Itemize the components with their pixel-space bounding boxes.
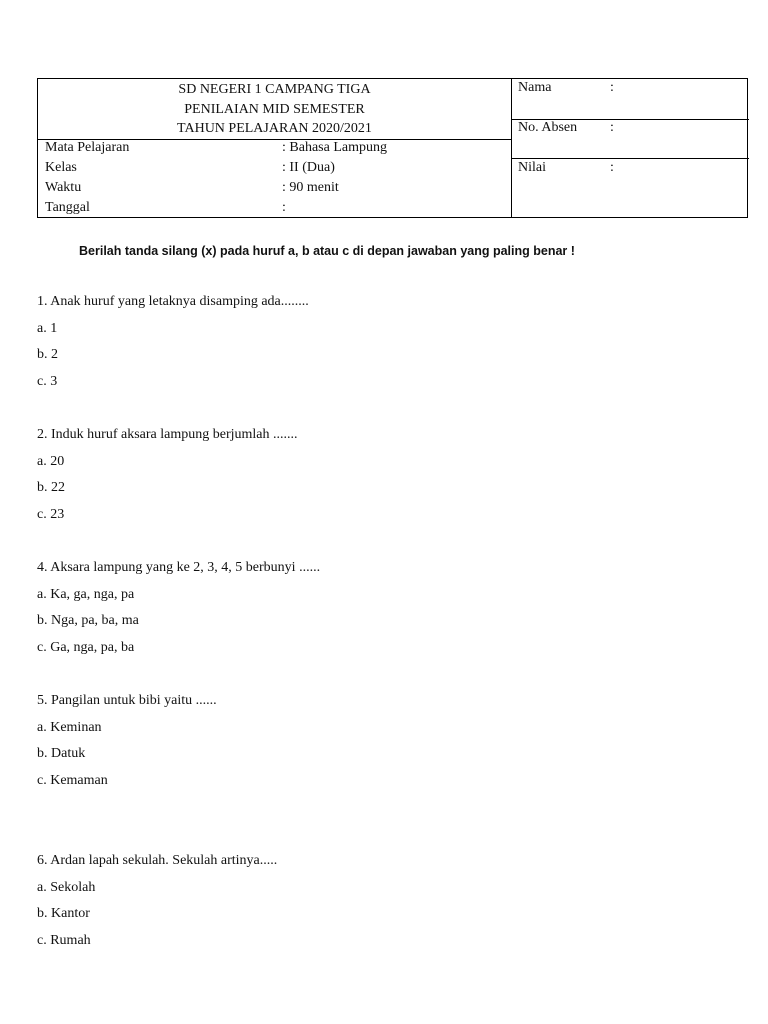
field-label: Nama: [518, 80, 552, 95]
question-4: [37, 558, 737, 664]
field-colon: :: [610, 120, 614, 135]
info-value: :: [282, 200, 286, 215]
question-6: [37, 851, 737, 957]
option-c[interactable]: c. Ga, nga, pa, ba: [37, 639, 135, 655]
option-a[interactable]: a. Sekolah: [37, 879, 96, 895]
option-c[interactable]: c. Kemaman: [37, 772, 108, 788]
option-c[interactable]: c. 23: [37, 506, 65, 522]
option-b[interactable]: b. Datuk: [37, 746, 86, 761]
info-value: : Bahasa Lampung: [282, 140, 387, 155]
field-colon: :: [610, 80, 614, 95]
option-a[interactable]: a. Keminan: [37, 719, 102, 735]
question-5: [37, 691, 737, 797]
question-text: 5. Pangilan untuk bibi yaitu ......: [37, 693, 217, 708]
table-divider-absen: [511, 158, 749, 159]
question-1: [37, 292, 737, 398]
field-label: No. Absen: [518, 120, 578, 135]
option-b[interactable]: b. 22: [37, 480, 65, 495]
instruction-text: Berilah tanda silang (x) pada huruf a, b atau c di depan jawaban yang paling benar !: [79, 244, 575, 258]
option-b[interactable]: b. Kantor: [37, 906, 90, 921]
info-value: : 90 menit: [282, 180, 339, 195]
option-a[interactable]: a. 20: [37, 453, 65, 469]
field-label: Nilai: [518, 160, 546, 175]
academic-year: TAHUN PELAJARAN 2020/2021: [177, 121, 372, 136]
table-divider-vertical: [511, 79, 512, 217]
info-label: Kelas: [45, 160, 77, 175]
info-label: Tanggal: [45, 200, 90, 215]
question-2: [37, 425, 737, 531]
field-colon: :: [610, 160, 614, 175]
question-text: 4. Aksara lampung yang ke 2, 3, 4, 5 berbunyi ......: [37, 560, 321, 575]
info-label: Waktu: [45, 180, 82, 195]
option-c[interactable]: c. Rumah: [37, 932, 91, 948]
exam-name: PENILAIAN MID SEMESTER: [184, 101, 365, 117]
school-name: SD NEGERI 1 CAMPANG TIGA: [178, 82, 371, 97]
question-list: [37, 292, 737, 957]
option-b[interactable]: b. Nga, pa, ba, ma: [37, 613, 139, 628]
option-a[interactable]: a. 1: [37, 320, 58, 336]
question-text: 1. Anak huruf yang letaknya disamping ada........: [37, 294, 309, 309]
exam-header-table: [37, 78, 748, 218]
option-a[interactable]: a. Ka, ga, nga, pa: [37, 586, 135, 602]
question-text: 2. Induk huruf aksara lampung berjumlah .......: [37, 427, 298, 442]
question-text: 6. Ardan lapah sekulah. Sekulah artinya.....: [37, 853, 278, 868]
school-title-block: [38, 79, 511, 139]
info-value: : II (Dua): [282, 160, 335, 175]
option-c[interactable]: c. 3: [37, 373, 58, 389]
info-label: Mata Pelajaran: [45, 140, 130, 155]
option-b[interactable]: b. 2: [37, 347, 58, 362]
